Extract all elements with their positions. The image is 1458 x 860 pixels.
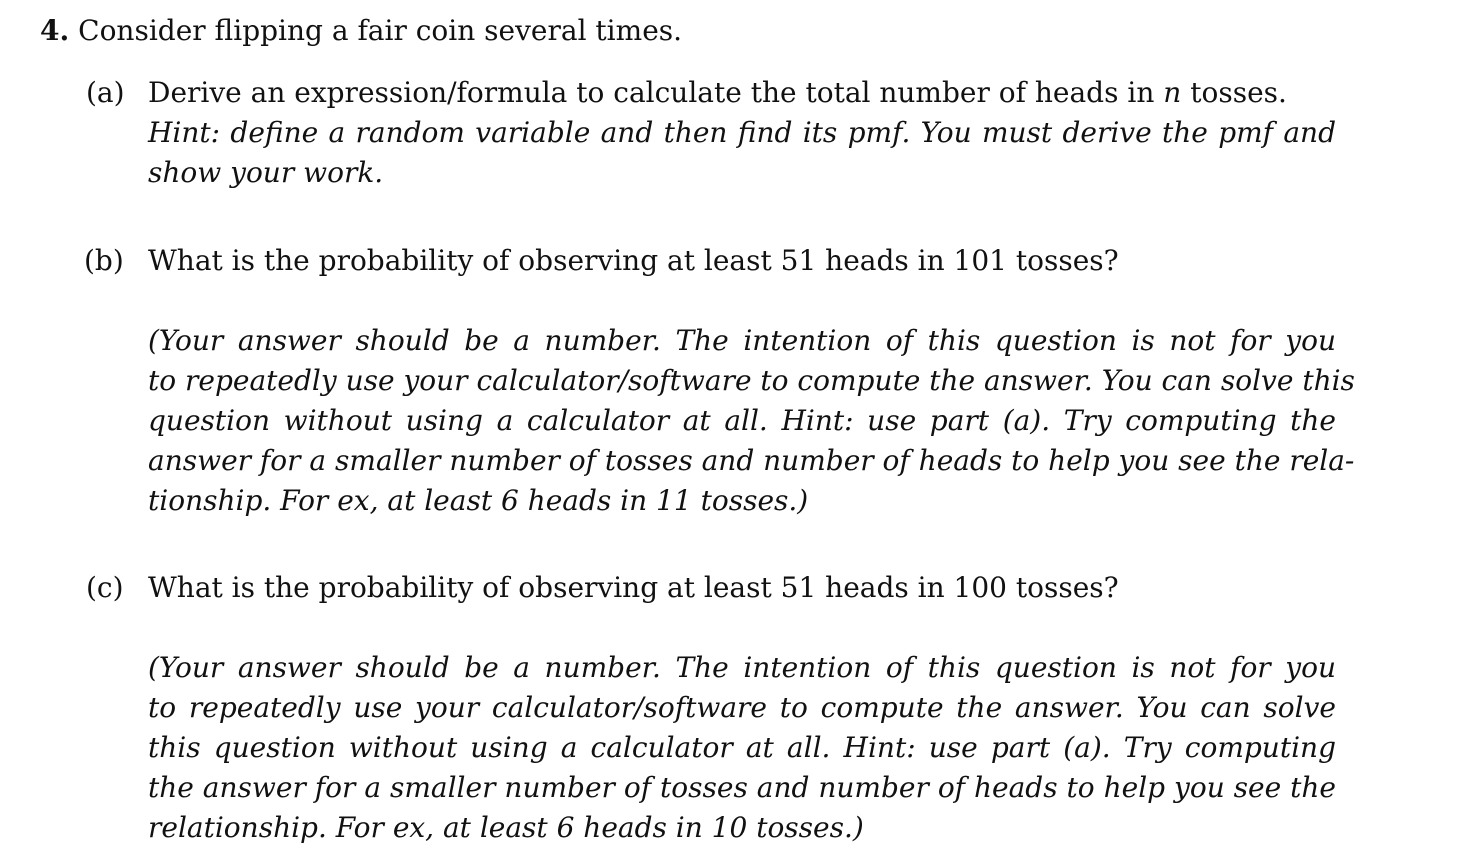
part-a-question (148, 76, 1287, 110)
part-c-note-line-3: this question without using a calculator at all. Hint: use part (a). Try computing (148, 731, 1336, 764)
part-c-note-line-4: the answer for a smaller number of tosses and number of heads to help you see the (148, 771, 1336, 804)
part-a-label: (a) (86, 76, 125, 109)
part-a-main-after: tosses. (1190, 76, 1287, 109)
part-c-note-line-1: (Your answer should be a number. The intention of this question is not for you (148, 651, 1336, 684)
part-b-label: (b) (84, 244, 124, 277)
part-b-note-line-2: to repeatedly use your calculator/software to compute the answer. You can solve this (148, 364, 1355, 397)
part-c-note-line-2: to repeatedly use your calculator/software to compute the answer. You can solve (148, 691, 1336, 724)
part-a-hint-line-1: Hint: define a random variable and then find its pmf. You must derive the pmf and (148, 116, 1336, 149)
problem-header (40, 14, 682, 48)
part-c-question: What is the probability of observing at least 51 heads in 100 tosses? (148, 571, 1119, 604)
part-b-question: What is the probability of observing at least 51 heads in 101 tosses? (148, 244, 1119, 277)
part-a-variable: n (1163, 76, 1182, 109)
part-c-note-line-5: relationship. For ex, at least 6 heads in 10 tosses.) (148, 811, 864, 844)
part-a-main-before: Derive an expression/formula to calculate the total number of heads in (148, 76, 1155, 109)
part-b-note-line-1: (Your answer should be a number. The intention of this question is not for you (148, 324, 1336, 357)
part-b-note-line-4: answer for a smaller number of tosses and number of heads to help you see the rela- (148, 444, 1355, 477)
part-c-label: (c) (86, 571, 124, 604)
problem-number: 4. (40, 14, 70, 47)
part-b-note-line-5: tionship. For ex, at least 6 heads in 11 tosses.) (148, 484, 809, 517)
part-b-note-line-3: question without using a calculator at all. Hint: use part (a). Try computing the (148, 404, 1336, 437)
problem-statement: Consider flipping a fair coin several times. (78, 14, 683, 47)
part-a-hint-line-2: show your work. (148, 156, 384, 189)
